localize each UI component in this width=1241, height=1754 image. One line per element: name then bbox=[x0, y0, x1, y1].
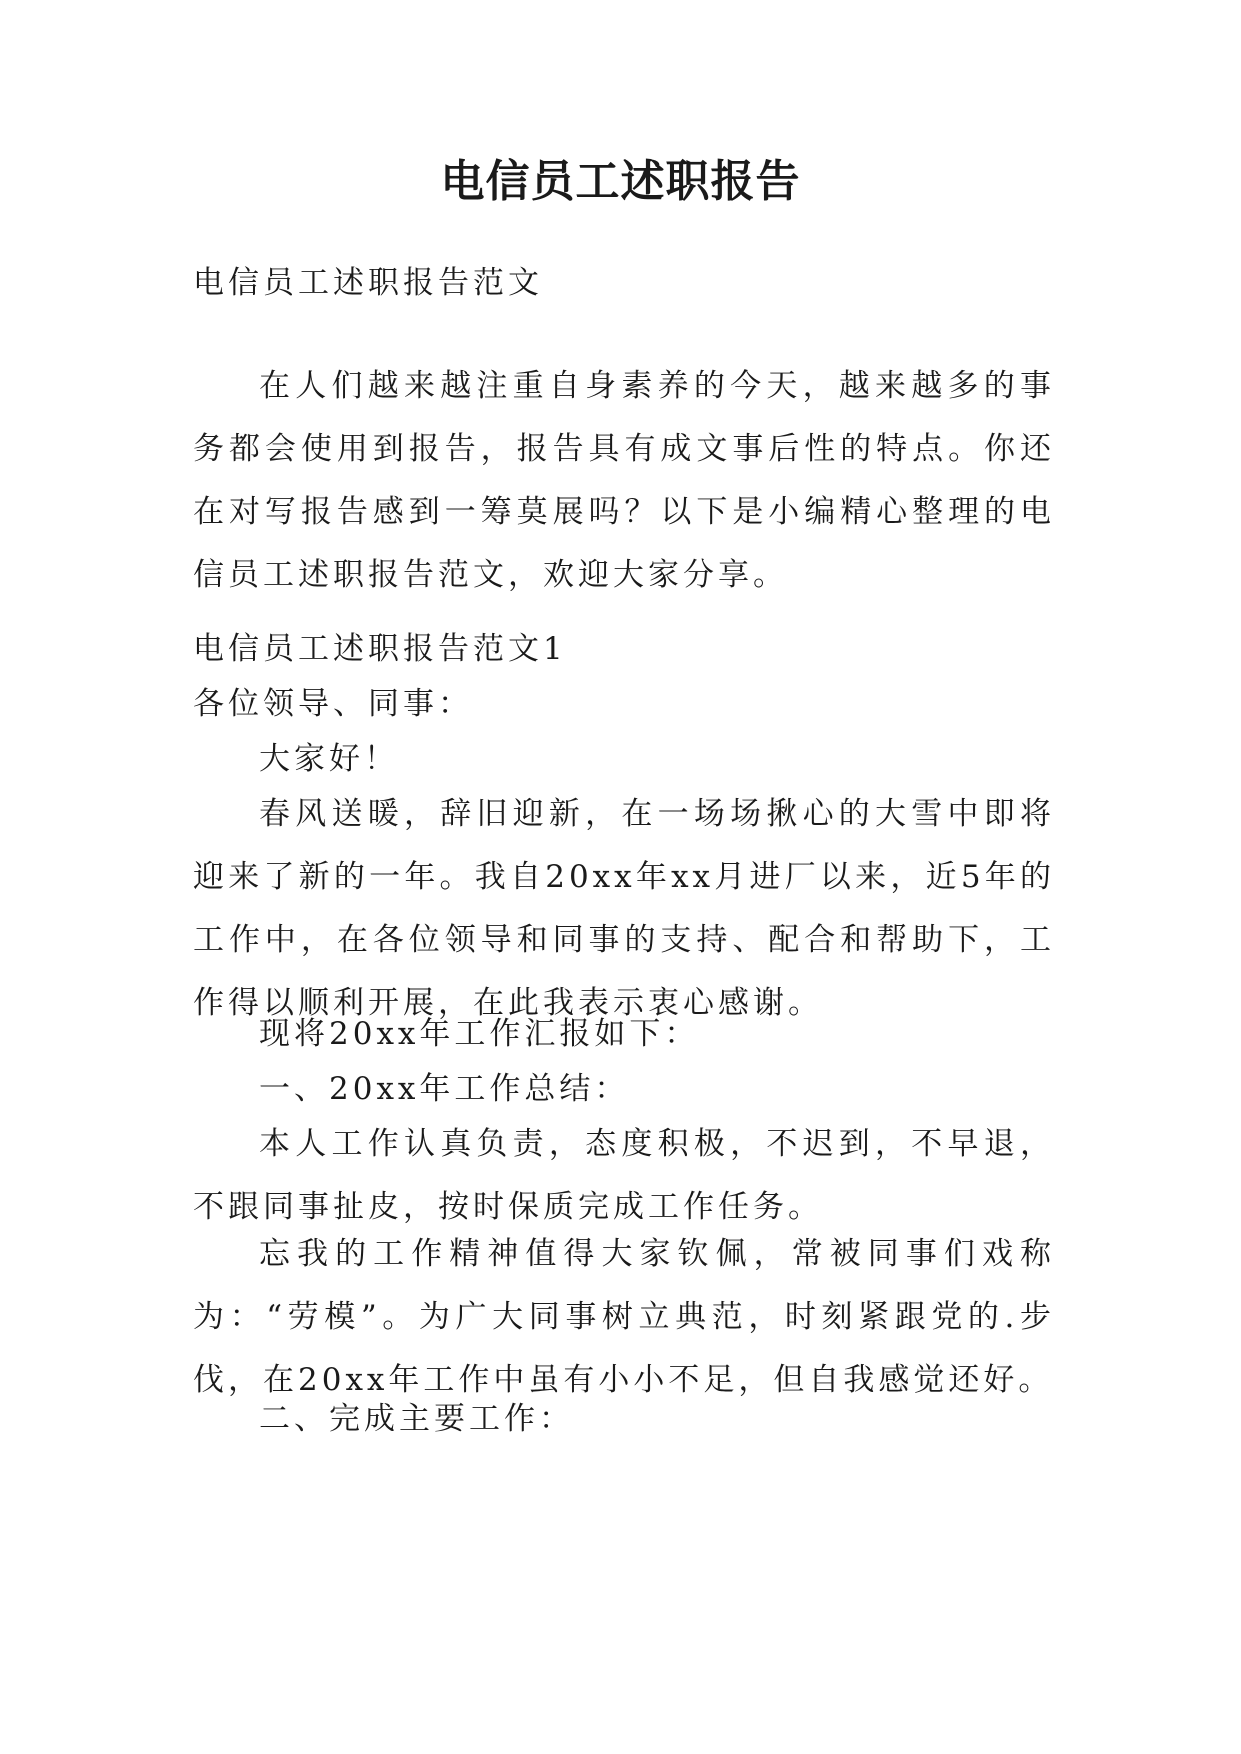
body-paragraph-3: 一、20xx年工作总结： bbox=[259, 1071, 630, 1107]
document-title: 电信员工述职报告 bbox=[440, 156, 801, 207]
body-paragraph-1: 春风送暖，辞旧迎新，在一场场揪心的大雪中即将迎来了新的一年。我自20xx年xx月进厂以来，近5年的工作中，在各位领导和同事的支持、配合和帮助下，工作得以顺利开展，在此我表示衷心感谢。 bbox=[193, 796, 1055, 1021]
greeting: 大家好！ bbox=[259, 741, 399, 777]
body-paragraph-2: 现将20xx年工作汇报如下： bbox=[259, 1016, 700, 1052]
intro-paragraph: 在人们越来越注重自身素养的今天，越来越多的事务都会使用到报告，报告具有成文事后性的特点。你还在对写报告感到一筹莫展吗？以下是小编精心整理的电信员工述职报告范文，欢迎大家分享。 bbox=[193, 368, 1055, 593]
salutation: 各位领导、同事： bbox=[193, 686, 473, 722]
body-paragraph-6: 二、完成主要工作： bbox=[259, 1401, 574, 1437]
section-heading: 电信员工述职报告范文1 bbox=[193, 631, 567, 667]
body-paragraph-4: 本人工作认真负责，态度积极，不迟到，不早退，不跟同事扯皮，按时保质完成工作任务。 bbox=[193, 1126, 1055, 1225]
body-paragraph-5: 忘我的工作精神值得大家钦佩，常被同事们戏称为：“劳模”。为广大同事树立典范，时刻紧跟党的.步伐，在20xx年工作中虽有小小不足，但自我感觉还好。 bbox=[193, 1236, 1055, 1398]
document-subtitle: 电信员工述职报告范文 bbox=[193, 265, 543, 301]
